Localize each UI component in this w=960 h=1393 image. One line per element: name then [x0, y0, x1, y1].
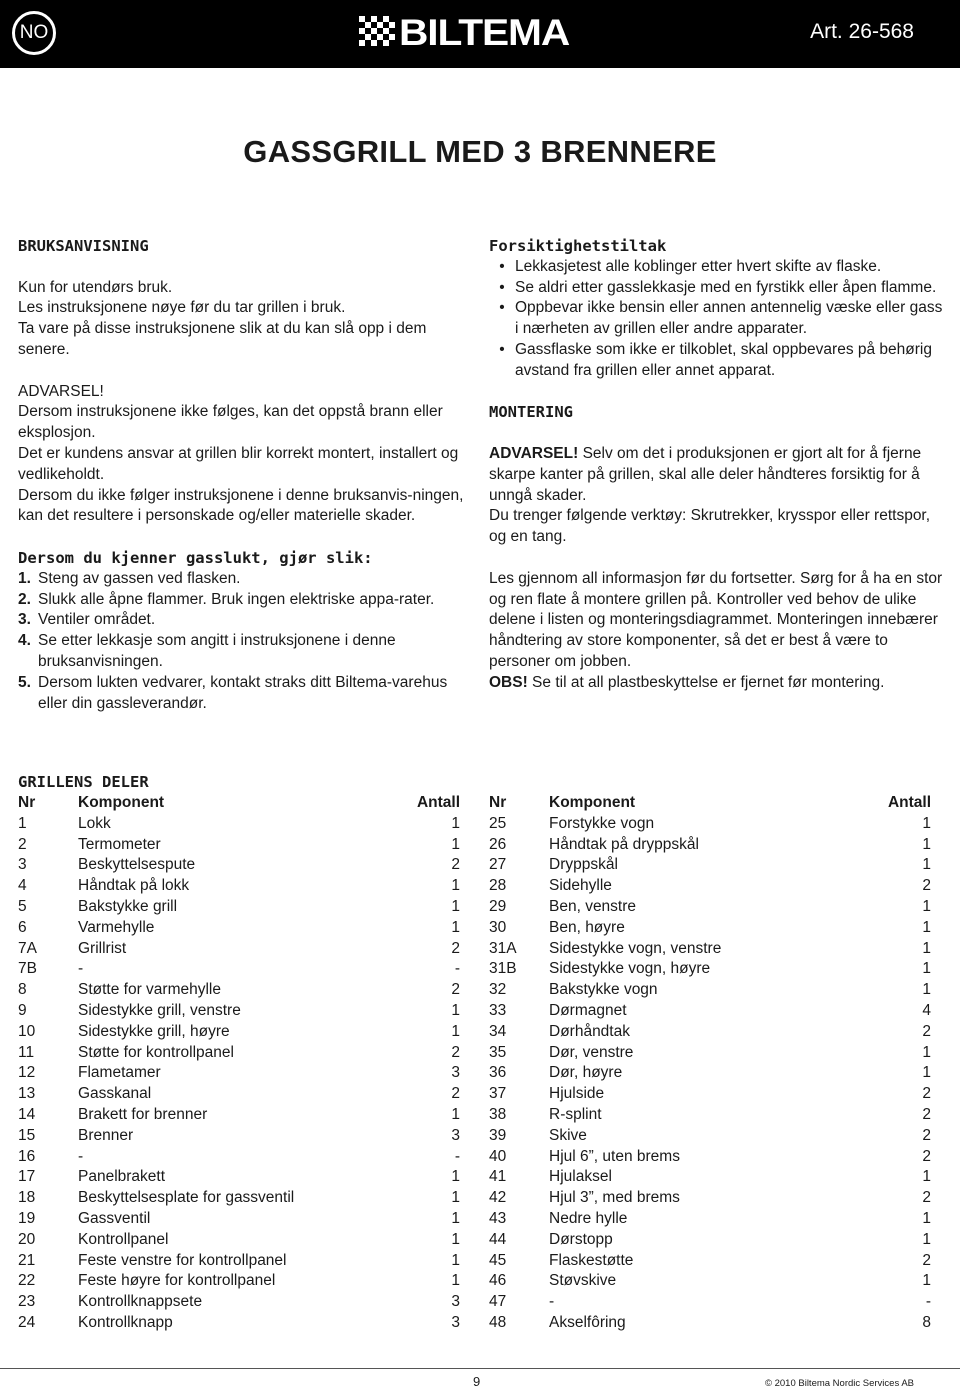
part-name: Feste venstre for kontrollpanel	[78, 1251, 287, 1269]
table-row	[489, 1105, 931, 1126]
part-quantity: -	[454, 960, 460, 978]
table-row	[18, 1271, 460, 1292]
part-name: Kontrollpanel	[78, 1230, 169, 1248]
table-row	[18, 897, 460, 918]
part-quantity: 2	[451, 981, 460, 999]
part-number: 24	[18, 1313, 36, 1331]
part-name: Varmehylle	[78, 918, 155, 936]
part-name: Dryppskål	[549, 856, 618, 874]
table-row	[18, 1167, 460, 1188]
table-row	[489, 1167, 931, 1188]
table-row	[489, 1230, 931, 1251]
part-number: 2	[18, 835, 27, 853]
part-name: Dør, venstre	[549, 1043, 634, 1061]
part-quantity: 1	[922, 918, 931, 936]
bullet-icon: •	[499, 299, 505, 317]
part-name: Håndtak på lokk	[78, 877, 190, 895]
part-name: Ben, venstre	[549, 897, 637, 915]
part-name: Støtte for varmehylle	[78, 981, 221, 999]
part-name: Termometer	[78, 835, 161, 853]
step-text: Se etter lekkasje som angitt i instruksjonene i denne bruksanvisningen.	[38, 632, 396, 670]
part-number: 43	[489, 1209, 507, 1227]
part-quantity: 1	[451, 918, 460, 936]
gas-step	[18, 610, 468, 631]
part-quantity: 1	[451, 877, 460, 895]
part-number: 11	[18, 1043, 35, 1061]
part-number: 31A	[489, 939, 517, 957]
part-quantity: 1	[922, 835, 931, 853]
part-name: -	[78, 1147, 84, 1165]
part-name: Beskyttelsespute	[78, 856, 196, 874]
table-row	[489, 897, 931, 918]
part-name: Ben, høyre	[549, 918, 625, 936]
part-number: 39	[489, 1126, 507, 1144]
part-name: Dørmagnet	[549, 1001, 627, 1019]
table-row	[489, 1022, 931, 1043]
table-row	[18, 1209, 460, 1230]
precaution-text: Se aldri etter gasslekkasje med en fyrstikk eller åpen flamme.	[515, 278, 937, 296]
part-number: 19	[18, 1209, 36, 1227]
table-row	[18, 1001, 460, 1022]
page-title: GASSGRILL MED 3 BRENNERE	[243, 134, 717, 169]
tools-text: Du trenger følgende verktøy: Skrutrekker, krysspor eller rettspor, og en tang.	[489, 507, 931, 546]
part-quantity: 2	[922, 1085, 931, 1103]
part-number: 37	[489, 1085, 507, 1103]
intro-line: Kun for utendørs bruk.	[18, 278, 173, 296]
part-number: 34	[489, 1022, 507, 1040]
part-quantity: 1	[922, 1209, 931, 1227]
table-row	[489, 1313, 931, 1334]
part-name: Panelbrakett	[78, 1168, 166, 1186]
part-quantity: 1	[451, 897, 460, 915]
part-name: Feste høyre for kontrollpanel	[78, 1272, 276, 1290]
step-number: 3.	[18, 611, 31, 629]
part-number: 28	[489, 877, 507, 895]
part-quantity: 2	[451, 1043, 460, 1061]
precaution-item	[489, 298, 949, 340]
part-number: 38	[489, 1105, 507, 1123]
part-number: 7B	[18, 960, 37, 978]
precaution-text: Lekkasjetest alle koblinger etter hvert skifte av flaske.	[515, 257, 882, 275]
warning-label: ADVARSEL!	[18, 382, 104, 400]
article-number: Art. 26-568	[810, 20, 914, 43]
part-quantity: -	[454, 1147, 460, 1165]
part-number: 25	[489, 814, 507, 832]
part-name: Håndtak på dryppskål	[549, 835, 699, 853]
part-quantity: 1	[922, 1230, 931, 1248]
part-name: Sidestykke vogn, venstre	[549, 939, 722, 957]
assembly-warning-label: ADVARSEL!	[489, 444, 579, 462]
part-number: 44	[489, 1230, 507, 1248]
part-name: Dørstopp	[549, 1230, 613, 1248]
step-text: Ventiler området.	[38, 611, 156, 629]
part-quantity: 1	[922, 1043, 931, 1061]
part-quantity: 2	[922, 1147, 931, 1165]
part-quantity: 1	[451, 814, 460, 832]
part-quantity: 1	[451, 1001, 460, 1019]
gas-step	[18, 569, 468, 590]
table-row	[18, 918, 460, 939]
precaution-text: Gassflaske som ikke er tilkoblet, skal oppbevares på behørig avstand fra grillen eller annet apparat.	[515, 340, 932, 379]
part-name: Sidestykke grill, høyre	[78, 1022, 230, 1040]
part-quantity: 1	[451, 1022, 460, 1040]
part-quantity: 3	[451, 1313, 460, 1331]
part-name: Hjulaksel	[549, 1168, 612, 1186]
table-row	[489, 1147, 931, 1168]
column-header-component: Komponent	[78, 794, 165, 811]
parts-table-left	[18, 793, 460, 1334]
part-number: 47	[489, 1293, 507, 1311]
precautions-column	[489, 236, 949, 694]
assembly-warning-text: Selv om det i produksjonen er gjort alt for å fjerne skarpe kanter på grillen, skal alle deler håndteres forsiktig for å unngå skader.	[489, 444, 922, 504]
part-name: Lokk	[78, 814, 111, 832]
copyright: © 2010 Biltema Nordic Services AB	[764, 1378, 914, 1389]
step-number: 1.	[18, 569, 31, 587]
part-quantity: 2	[922, 1105, 931, 1123]
part-quantity: 1	[451, 1209, 460, 1227]
part-number: 46	[489, 1272, 507, 1290]
part-quantity: -	[925, 1293, 931, 1311]
table-row	[18, 1084, 460, 1105]
step-number: 5.	[18, 673, 31, 691]
part-quantity: 1	[922, 897, 931, 915]
parts-table-right	[489, 793, 931, 1334]
step-number: 4.	[18, 632, 31, 650]
part-name: Dørhåndtak	[549, 1022, 630, 1040]
column-header-nr: Nr	[18, 794, 36, 811]
table-row	[18, 876, 460, 897]
part-quantity: 1	[451, 1230, 460, 1248]
part-number: 48	[489, 1313, 507, 1331]
logo-text: BILTEMA	[399, 12, 570, 53]
bullet-icon: •	[499, 257, 505, 275]
table-row	[489, 855, 931, 876]
part-quantity: 8	[922, 1313, 931, 1331]
section-heading-assembly: MONTERING	[489, 403, 573, 422]
table-row	[18, 1251, 460, 1272]
part-name: Hjul 3”, med brems	[549, 1189, 680, 1207]
column-header-nr: Nr	[489, 794, 507, 811]
part-name: Hjulside	[549, 1085, 605, 1103]
table-row	[18, 1188, 460, 1209]
obs-label: OBS!	[489, 673, 528, 691]
table-row	[18, 814, 460, 835]
part-number: 21	[18, 1251, 36, 1269]
part-name: Sidestykke vogn, høyre	[549, 960, 711, 978]
precaution-item	[489, 340, 949, 382]
gas-step	[18, 590, 468, 611]
part-name: Støvskive	[549, 1272, 617, 1290]
part-number: 17	[18, 1168, 36, 1186]
part-name: Hjul 6”, uten brems	[549, 1147, 680, 1165]
parts-table-header	[18, 793, 460, 814]
part-quantity: 1	[451, 1168, 460, 1186]
part-number: 10	[18, 1022, 36, 1040]
table-row	[18, 959, 460, 980]
checkered-flag-icon	[359, 16, 395, 50]
biltema-logo	[359, 12, 570, 53]
part-name: Flametamer	[78, 1064, 161, 1082]
part-quantity: 2	[922, 1022, 931, 1040]
table-row	[489, 1126, 931, 1147]
part-quantity: 1	[922, 939, 931, 957]
page-number: 9	[473, 1374, 481, 1389]
part-quantity: 1	[451, 1272, 460, 1290]
part-name: Forstykke vogn	[549, 814, 655, 832]
table-row	[489, 1271, 931, 1292]
part-number: 14	[18, 1105, 36, 1123]
part-name: Støtte for kontrollpanel	[78, 1043, 234, 1061]
table-row	[18, 1147, 460, 1168]
part-quantity: 1	[922, 1168, 931, 1186]
part-quantity: 2	[922, 1251, 931, 1269]
gas-step	[18, 673, 468, 715]
table-row	[18, 1105, 460, 1126]
part-number: 13	[18, 1085, 36, 1103]
table-row	[489, 1043, 931, 1064]
part-number: 26	[489, 835, 507, 853]
part-quantity: 1	[922, 960, 931, 978]
footer-divider	[0, 1368, 960, 1369]
part-number: 7A	[18, 939, 37, 957]
part-name: Flaskestøtte	[549, 1251, 634, 1269]
assembly-text: Les gjennom all informasjon før du fortsetter. Sørg for å ha en stor og ren flate å montere grillen på. Kontroller ved behov de ulike delene i listen og monteringsdiagrammet. Monteringen innebærer håndtering av store komponenter, så det er best å være to personer om jobben.	[489, 569, 943, 670]
table-row	[489, 1063, 931, 1084]
part-name: -	[78, 960, 84, 978]
part-number: 45	[489, 1251, 507, 1269]
part-name: Dør, høyre	[549, 1064, 623, 1082]
section-heading-instructions: BRUKSANVISNING	[18, 237, 149, 255]
part-quantity: 1	[451, 1189, 460, 1207]
part-name: Kontrollknapp	[78, 1313, 173, 1331]
table-row	[489, 814, 931, 835]
part-name: Nedre hylle	[549, 1209, 628, 1227]
part-number: 29	[489, 897, 507, 915]
table-row	[489, 1188, 931, 1209]
part-quantity: 3	[451, 1126, 460, 1144]
part-name: Gasskanal	[78, 1085, 152, 1103]
step-text: Slukk alle åpne flammer. Bruk ingen elektriske appa-rater.	[38, 590, 435, 608]
part-name: Beskyttelsesplate for gassventil	[78, 1189, 295, 1207]
part-number: 18	[18, 1189, 36, 1207]
table-row	[489, 939, 931, 960]
part-number: 20	[18, 1230, 36, 1248]
precaution-text: Oppbevar ikke bensin eller annen antennelig væske eller gass i nærheten av grillen eller andre apparater.	[515, 299, 943, 338]
table-row	[489, 1209, 931, 1230]
part-name: Sidehylle	[549, 877, 612, 895]
part-quantity: 1	[451, 1105, 460, 1123]
part-quantity: 2	[451, 939, 460, 957]
part-number: 42	[489, 1189, 507, 1207]
part-number: 40	[489, 1147, 507, 1165]
table-row	[18, 1230, 460, 1251]
table-row	[18, 1043, 460, 1064]
part-quantity: 1	[922, 856, 931, 874]
table-row	[18, 1313, 460, 1334]
part-number: 9	[18, 1001, 27, 1019]
warning-text: Det er kundens ansvar at grillen blir korrekt montert, installert og vedlikeholdt.	[18, 444, 459, 483]
part-number: 32	[489, 981, 507, 999]
part-name: Grillrist	[78, 939, 127, 957]
table-row	[489, 876, 931, 897]
part-number: 35	[489, 1043, 507, 1061]
part-quantity: 3	[451, 1064, 460, 1082]
warning-text: Dersom instruksjonene ikke følges, kan det oppstå brann eller eksplosjon.	[18, 403, 443, 442]
table-row	[489, 835, 931, 856]
part-name: R-splint	[549, 1105, 602, 1123]
table-row	[18, 855, 460, 876]
table-row	[489, 918, 931, 939]
part-name: Gassventil	[78, 1209, 151, 1227]
part-quantity: 1	[922, 981, 931, 999]
part-quantity: 1	[922, 1064, 931, 1082]
part-quantity: 1	[922, 1272, 931, 1290]
table-row	[18, 1022, 460, 1043]
part-quantity: 2	[922, 1189, 931, 1207]
step-text: Steng av gassen ved flasken.	[38, 569, 241, 587]
part-number: 8	[18, 981, 27, 999]
precautions-heading: Forsiktighetstiltak	[489, 237, 667, 255]
table-row	[18, 939, 460, 960]
table-row	[18, 835, 460, 856]
part-name: Akselfôring	[549, 1313, 626, 1331]
language-badge: NO	[12, 11, 56, 55]
part-number: 22	[18, 1272, 36, 1290]
bullet-icon: •	[499, 340, 505, 358]
table-row	[18, 980, 460, 1001]
header-bar	[0, 0, 960, 68]
assembly-warning	[489, 444, 949, 506]
part-quantity: 2	[451, 856, 460, 874]
part-name: Bakstykke grill	[78, 897, 178, 915]
part-name: Brenner	[78, 1126, 134, 1144]
gas-smell-heading: Dersom du kjenner gasslukt, gjør slik:	[18, 548, 373, 567]
part-number: 27	[489, 856, 507, 874]
table-row	[489, 1084, 931, 1105]
part-number: 36	[489, 1064, 507, 1082]
table-row	[18, 1063, 460, 1084]
part-name: Skive	[549, 1126, 587, 1144]
table-row	[18, 1126, 460, 1147]
part-number: 41	[489, 1168, 507, 1186]
part-name: Brakett for brenner	[78, 1105, 208, 1123]
table-row	[489, 1292, 931, 1313]
part-name: Bakstykke vogn	[549, 981, 658, 999]
table-row	[489, 1001, 931, 1022]
part-number: 12	[18, 1064, 36, 1082]
part-number: 5	[18, 897, 27, 915]
part-quantity: 1	[922, 814, 931, 832]
intro-line: Ta vare på disse instruksjonene slik at du kan slå opp i dem senere.	[18, 320, 427, 358]
part-number: 30	[489, 918, 507, 936]
part-name: Sidestykke grill, venstre	[78, 1001, 241, 1019]
part-number: 16	[18, 1147, 36, 1165]
table-row	[18, 1292, 460, 1313]
part-number: 33	[489, 1001, 507, 1019]
part-quantity: 2	[451, 1085, 460, 1103]
obs-note	[489, 673, 949, 694]
parts-table-header	[489, 793, 931, 814]
table-row	[489, 980, 931, 1001]
step-number: 2.	[18, 590, 31, 608]
part-quantity: 3	[451, 1293, 460, 1311]
column-header-quantity: Antall	[887, 794, 931, 811]
part-quantity: 1	[451, 835, 460, 853]
part-quantity: 4	[922, 1001, 931, 1019]
warning-text: Dersom du ikke følger instruksjonene i denne bruksanvis-ningen, kan det resultere i personskade og/eller materielle skader.	[18, 486, 464, 525]
instructions-column	[18, 236, 468, 714]
part-name: -	[549, 1293, 555, 1311]
part-name: Kontrollknappsete	[78, 1293, 203, 1311]
table-row	[489, 1251, 931, 1272]
precaution-item	[489, 278, 949, 299]
part-number: 23	[18, 1293, 36, 1311]
step-text: Dersom lukten vedvarer, kontakt straks ditt Biltema-varehus eller din gassleverandør.	[38, 673, 448, 712]
column-header-quantity: Antall	[416, 794, 460, 811]
gas-step	[18, 631, 468, 673]
part-number: 15	[18, 1126, 36, 1144]
part-quantity: 2	[922, 1126, 931, 1144]
part-number: 3	[18, 856, 27, 874]
intro-line: Les instruksjonene nøye før du tar grillen i bruk.	[18, 299, 346, 317]
part-number: 1	[18, 814, 27, 832]
part-quantity: 1	[451, 1251, 460, 1269]
part-number: 6	[18, 918, 27, 936]
precaution-item	[489, 257, 949, 278]
parts-heading: GRILLENS DELER	[18, 773, 149, 791]
column-header-component: Komponent	[549, 794, 636, 811]
part-number: 31B	[489, 960, 517, 978]
part-number: 4	[18, 877, 27, 895]
bullet-icon: •	[499, 278, 505, 296]
obs-text: Se til at all plastbeskyttelse er fjernet før montering.	[527, 673, 885, 691]
part-quantity: 2	[922, 877, 931, 895]
table-row	[489, 959, 931, 980]
